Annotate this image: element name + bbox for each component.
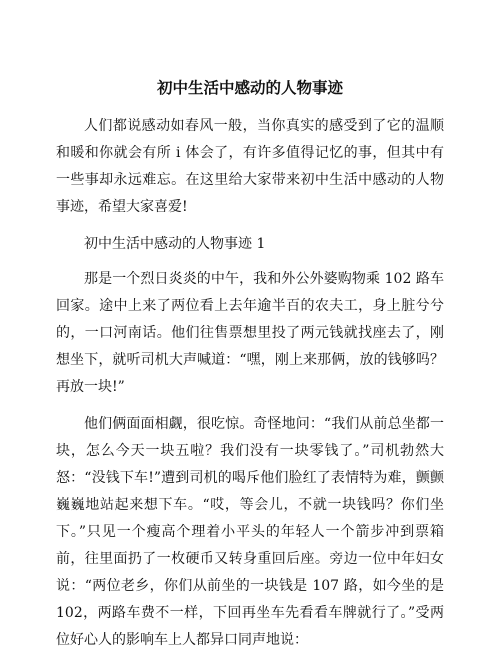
paragraph-story-1: 那是一个烈日炎炎的中午，我和外公外婆购物乘 102 路车回家。途中上来了两位看上去年逾半百的农夫工，身上脏兮兮的，一口河南话。他们往售票想里投了两元钱就找座去了，刚想坐下，就听司机大声喊道：“嘿，刚上来那俩，放的钱够吗？再放一块!” bbox=[56, 271, 444, 395]
document-title: 初中生活中感动的人物事迹 bbox=[156, 79, 343, 97]
section-heading: 初中生活中感动的人物事迹 1 bbox=[84, 236, 266, 252]
paragraph-story-2: 他们俩面面相觑，很吃惊。奇怪地问：“我们从前总坐都一块，怎么今天一块五啦？我们没有一块零钱了。”司机勃然大怒：“没钱下车!”遭到司机的喝斥他们脸红了表情特为难，颤颤巍巍地站起来想下车。“哎，等会儿，不就一块钱吗？你们坐下。”只见一个瘦高个理着小平头的年轻人一个箭步冲到票箱前，往里面扔了一枚硬币又转身重回后座。旁边一位中年妇女说：“两位老乡，你们从前坐的一块钱是 107 路，如今坐的是 102，两路车费不一样，下回再坐车先看看车牌就行了。”受两位好心人的影响车上人都异口同声地说： bbox=[56, 416, 444, 648]
document-body bbox=[56, 113, 444, 664]
paragraph-intro: 人们都说感动如春风一般，当你真实的感受到了它的温顺和暖和你就会有所 i 体会了，有许多值得记忆的事，但其中有一些事却永远难忘。在这里给大家带来初中生活中感动的人物事迹，希望大家喜爱! bbox=[56, 118, 444, 215]
